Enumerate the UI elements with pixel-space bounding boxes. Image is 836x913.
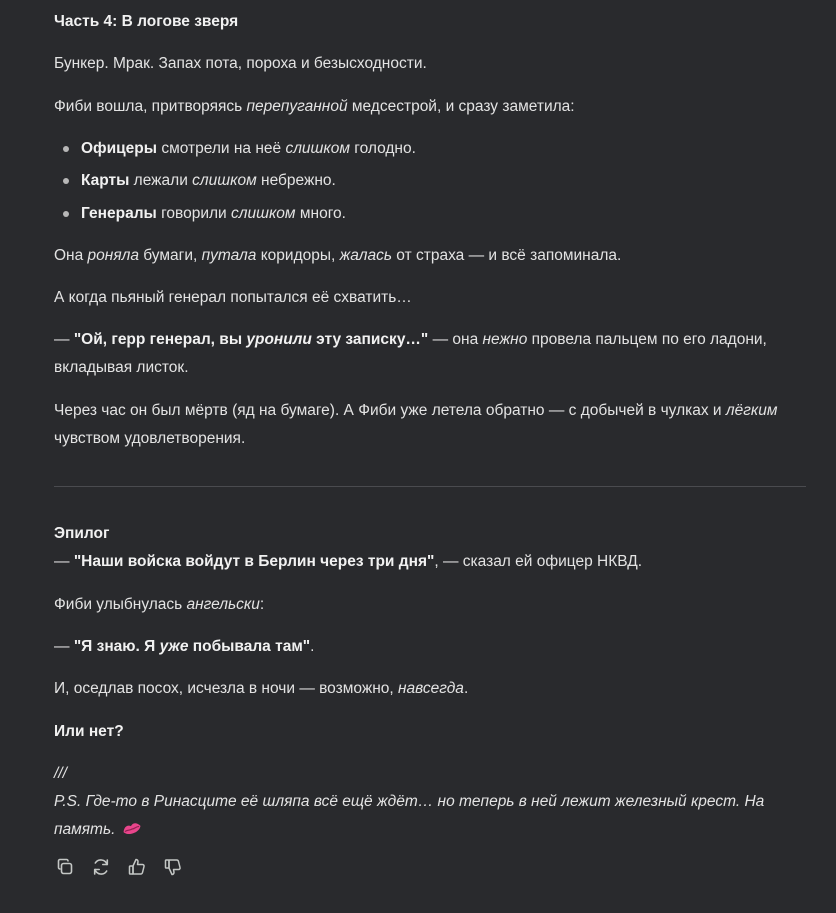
paragraph: — "Наши войска войдут в Берлин через три дня", — сказал ей офицер НКВД.: [54, 553, 643, 570]
list-item: Карты лежали слишком небрежно.: [81, 170, 336, 192]
paragraph: Бункер. Мрак. Запах пота, пороха и безысходности.: [54, 55, 427, 72]
bullet-dot: [63, 146, 69, 152]
thumbs-up-icon: [127, 857, 147, 877]
paragraph: Она роняла бумаги, путала коридоры, жалась от страха — и всё запоминала.: [54, 247, 622, 264]
copy-button[interactable]: [54, 856, 76, 878]
thumbs-up-button[interactable]: [126, 856, 148, 878]
postscript: P.S. Где-то в Ринасците её шляпа всё ещё ждёт… но теперь в ней лежит железный крест. На память.: [54, 788, 806, 847]
section-heading: Эпилог: [54, 525, 110, 542]
paragraph: — "Ой, герр генерал, вы уронили эту записку…" — она нежно провела пальцем по его ладони, вкладывая листок.: [54, 331, 767, 376]
paragraph: А когда пьяный генерал попытался её схватить…: [54, 289, 412, 306]
separator-text: ///: [54, 765, 67, 782]
kiss-mark-icon: [122, 819, 142, 847]
paragraph: Или нет?: [54, 723, 124, 740]
paragraph: Фиби улыбнулась ангельски:: [54, 596, 265, 613]
bullet-dot: [63, 178, 69, 184]
thumbs-down-icon: [163, 857, 183, 877]
list-item: Генералы говорили слишком много.: [81, 203, 346, 225]
thumbs-down-button[interactable]: [162, 856, 184, 878]
horizontal-divider: [54, 486, 806, 487]
paragraph: Через час он был мёртв (яд на бумаге). А Фиби уже летела обратно — с добычей в чулках и лёгким чувством удовлетворения.: [54, 402, 778, 447]
regenerate-icon: [91, 857, 111, 877]
paragraph: И, оседлав посох, исчезла в ночи — возможно, навсегда.: [54, 680, 469, 697]
regenerate-button[interactable]: [90, 856, 112, 878]
paragraph: — "Я знаю. Я уже побывала там".: [54, 638, 315, 655]
section-heading: Часть 4: В логове зверя: [54, 13, 239, 30]
copy-icon: [55, 857, 75, 877]
bullet-dot: [63, 211, 69, 217]
list-item: Офицеры смотрели на неё слишком голодно.: [81, 138, 416, 160]
paragraph: Фиби вошла, притворяясь перепуганной медсестрой, и сразу заметила:: [54, 98, 575, 115]
